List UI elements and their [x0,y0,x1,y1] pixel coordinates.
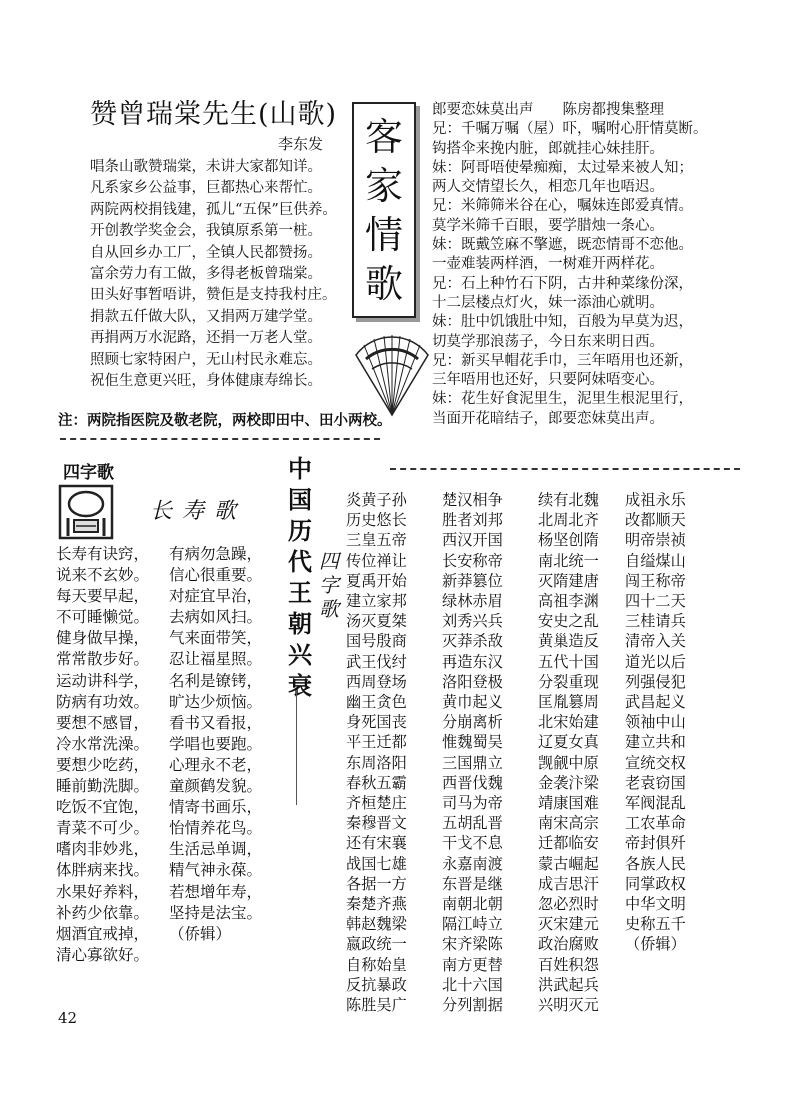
dynasty-line: 安史之乱 [538,612,599,631]
dialogue-line: 郎要恋妹莫出声 陈房都搜集整理 [432,102,664,118]
longevity-line: 旷达少烦恼。 [169,692,263,711]
dynasty-line: 迁都临安 [538,834,599,853]
banner-char: 家 [364,163,403,208]
dynasty-line: 史称五千 [625,915,686,934]
dynasty-line: 南北统一 [538,551,599,570]
dynasty-line: 灭隋建唐 [538,571,599,590]
longevity-line: 名利是镣铐， [169,671,263,690]
longevity-line: 去病如风扫。 [169,608,263,627]
dynasty-line: 黄巢造反 [538,632,599,651]
dynasty-line: 觊觎中原 [538,753,599,772]
vertical-rule [296,690,297,805]
song1-author: 李东发 [278,135,324,153]
dynasty-line: 长安称帝 [442,551,503,570]
dynasty-line: 南朝北朝 [442,895,503,914]
longevity-song-col1 [56,544,149,966]
longevity-song-title: 长寿歌 [150,499,247,524]
dialogue-line: 钩搭伞来挽内脏，郎就挂心妹挂肝。 [432,140,664,157]
longevity-line: 长寿有诀窍， [56,545,150,563]
dynasty-line: 韩赵魏梁 [346,915,407,934]
longevity-line: 坚持是法宝。 [169,903,263,922]
dynasty-line: 南宋高宗 [538,814,599,833]
dynasty-line: 楚汉相争 [442,491,503,509]
longevity-line: 心理永不老， [169,755,263,774]
dynasty-line: 三皇五帝 [346,531,407,550]
longevity-line: 生活忌单调， [169,840,263,859]
dynasty-subtitle-char: 字 [319,573,339,597]
longevity-line: 清心寡欲好。 [56,945,150,964]
dynasty-line: 秦穆晋文 [346,814,407,833]
dynasty-line: 老袁窃国 [625,773,686,792]
dynasty-line: 灭宋建元 [538,915,599,934]
dynasty-line: 嬴政统一 [346,935,407,954]
dynasty-line: 传位禅让 [346,551,407,570]
longevity-line: 补药少依靠。 [56,903,150,922]
dialogue-line: 兄：新买早帽花手巾，三年唔用也还新， [432,352,693,369]
dynasty-title-char: 兴 [288,641,312,669]
dynasty-line: 五代十国 [538,652,599,671]
dynasty-line: 隔江峙立 [442,915,503,934]
dynasty-line: 建立共和 [625,733,686,752]
dynasty-line: 同掌政权 [625,874,686,893]
dynasty-line: 刘秀兴兵 [442,612,503,631]
song1-note: 注：两院指医院及敬老院，两校即田中、田小两校。 [58,412,392,429]
dynasty-line: 辽夏女真 [538,733,599,752]
song1-line: 捐款五仟做大队，又捐两万建学堂。 [90,308,322,325]
dynasty-line: 三桂请兵 [625,612,686,631]
longevity-line: 对症宜早治， [169,587,263,606]
dynasty-line: 反抗暴政 [346,975,407,994]
dynasty-line: 建立家邦 [346,592,407,611]
song1-line: 开创教学奖金会，我镇原系第一桩。 [90,223,322,240]
dynasty-line: 靖康国难 [538,794,599,813]
dynasty-line: 自缢煤山 [625,551,686,570]
dynasty-subtitle-char: 歌 [319,597,339,621]
dynasty-line: 金袭汴梁 [538,773,599,792]
fan-icon [352,325,432,421]
longevity-line: 若想增年寿， [169,882,263,901]
dynasty-line: 领袖中山 [625,713,686,732]
dialogue-song [432,101,708,429]
dynasty-line: 灭莽杀敌 [442,632,503,651]
dialogue-line: 兄：米筛筛米谷在心，嘱妹连郎爱真情。 [432,198,693,215]
dynasty-line: 身死国丧 [346,713,407,732]
dynasty-line: 洪武起兵 [538,975,599,994]
song1-line: 凡系家乡公益事，巨都热心来帮忙。 [90,180,322,197]
longevity-line: 学唱也要跑。 [169,734,263,753]
dynasty-title-char: 代 [288,548,312,576]
banner-char: 歌 [364,261,403,306]
dynasty-line: 分列割据 [442,996,503,1015]
longevity-line: 嗜肉非妙兆， [56,840,150,859]
song1-line: 两院两校捐钱建，孤儿“五保”巨供养。 [90,201,337,218]
longevity-line: 精气神永葆。 [169,861,263,880]
song1-line: 再捐两万水泥路，还捐一万老人堂。 [90,330,322,347]
dynasty-line: 中华文明 [625,895,686,914]
dynasty-line: 宣统交权 [625,753,686,772]
dynasty-line: 再造东汉 [442,652,503,671]
song1-lines [90,157,337,392]
dynasty-line: 北十六国 [442,975,503,994]
dynasty-line: 永嘉南渡 [442,854,503,873]
dynasty-line: 蒙古崛起 [538,854,599,873]
longevity-line: 童颜鹤发貌。 [169,777,263,796]
longevity-song-col2 [169,544,262,945]
dynasty-line: 秦楚齐燕 [346,895,407,914]
dynasty-line: 匡胤篡周 [538,693,599,712]
dynasty-song-subtitle [316,549,342,621]
longevity-line: 看书又看报， [169,713,263,732]
four-char-song-tag: 四字歌 [63,463,114,483]
longevity-line: 怡情养花鸟。 [169,819,263,838]
dynasty-line: 清帝入关 [625,632,686,651]
longevity-line: 不可睡懒觉。 [56,608,150,627]
dynasty-line: 国号殷商 [346,632,407,651]
song1-line: 自从回乡办工厂，全镇人民都赞扬。 [90,244,322,261]
dynasty-line: 西汉开国 [442,531,503,550]
dynasty-line: 分崩离析 [442,713,503,732]
dialogue-line: 十二层楼点灯火，妹一添油心就明。 [432,294,664,311]
banner-char: 情 [364,212,403,257]
dynasty-line: 自称始皇 [346,955,407,974]
dynasty-line: 春秋五霸 [346,773,407,792]
dynasty-line: 西周登场 [346,672,407,691]
longevity-line: 吃饭不宜饱， [56,798,150,817]
dynasty-line: 还有宋襄 [346,834,407,853]
page-number: 42 [58,1009,78,1027]
dynasty-line: 历史悠长 [346,511,407,530]
longevity-line: 体胖病来找。 [56,861,150,880]
song1-line: 照顾七家特困户，无山村民永难忘。 [90,351,322,368]
dialogue-line: 兄：石上种竹石下阴，古井种菜缘份深， [432,275,693,292]
dynasty-line: 北周北齐 [538,511,599,530]
dialogue-line: 一壶难装两样酒，一树难开两样花。 [432,256,664,273]
longevity-line: 情寄书画乐， [169,798,263,817]
longevity-line: 要想不感冒， [56,713,150,732]
dynasty-line: （侨辑） [625,935,686,954]
hakka-love-songs-banner [352,102,416,318]
dynasty-line: 北宋始建 [538,713,599,732]
dashed-divider-right [390,468,740,470]
dynasty-line: 东周洛阳 [346,753,407,772]
longevity-line: 运动讲科学， [56,671,150,690]
dynasty-line: 兴明灭元 [538,996,599,1015]
song1-line: 富余劳力有工做，多得老板曾瑞棠。 [90,266,322,283]
longevity-line: 忍让福星照。 [169,650,263,669]
dynasty-col-1 [346,490,407,1015]
dynasty-line: 平王迁都 [346,733,407,752]
dialogue-line: 切莫学那浪荡子，今日东来明日西。 [432,333,664,350]
longevity-line: 有病勿急躁， [169,545,263,563]
dynasty-line: 汤灭夏桀 [346,612,407,631]
dynasty-line: 武昌起义 [625,693,686,712]
dynasty-line: 忽必烈时 [538,895,599,914]
dialogue-line: 当面开花暗结子，郎要恋妹莫出声。 [432,410,664,427]
longevity-line: 青菜不可少。 [56,819,150,838]
song1-line: 唱条山歌赞瑞棠，未讲大家都知详。 [90,159,322,175]
dynasty-line: 改都顺天 [625,511,686,530]
dynasty-line: 成吉思汗 [538,874,599,893]
song1-line: 田头好事暂唔讲，赞佢是支持我村庄。 [90,287,337,304]
dialogue-line: 妹：肚中饥饿肚中知，百般为早莫为迟， [432,314,693,331]
dynasty-line: 各族人民 [625,854,686,873]
dynasty-line: 三国鼎立 [442,753,503,772]
dialogue-line: 妹：花生好食泥里生，泥里生根泥里行， [432,391,693,408]
dynasty-line: 东晋是继 [442,874,503,893]
dynasty-title-char: 衰 [288,672,312,700]
song1-line: 祝佢生意更兴旺，身体健康寿绵长。 [90,373,322,390]
dynasty-line: 洛阳登极 [442,672,503,691]
old-man-icon [58,484,114,540]
dynasty-title-char: 国 [288,486,312,514]
song1-title: 赞曾瑞棠先生(山歌) [90,99,338,130]
dialogue-line: 两人交情望长久，相恋几年也唔迟。 [432,179,664,196]
dynasty-line: 续有北魏 [538,491,599,509]
dynasty-line: 武王伐纣 [346,652,407,671]
longevity-line: 冷水常洗澡。 [56,734,150,753]
banner-char: 客 [364,114,403,159]
dynasty-line: 绿林赤眉 [442,592,503,611]
dialogue-line: 妹：阿哥唔使晕痴痴，太过晕来被人知； [432,159,693,176]
dynasty-line: 百姓积怨 [538,955,599,974]
longevity-line: 防病有功效。 [56,692,150,711]
dynasty-line: 幽王贪色 [346,693,407,712]
dynasty-line: 齐桓楚庄 [346,794,407,813]
dynasty-line: 分裂重现 [538,672,599,691]
dynasty-line: 军阀混乱 [625,794,686,813]
dynasty-line: 干戈不息 [442,834,503,853]
dynasty-song-title [286,454,314,702]
dynasty-title-char: 中 [288,455,312,483]
dialogue-line: 三年唔用也还好，只要阿妹唔变心。 [432,372,664,389]
longevity-line: 气来面带笑， [169,629,263,648]
dynasty-col-3 [538,490,599,1015]
dynasty-line: 道光以后 [625,652,686,671]
longevity-line: （侨辑） [169,924,232,943]
longevity-line: 睡前勤洗脚。 [56,777,150,796]
dynasty-line: 政治腐败 [538,935,599,954]
dialogue-line: 莫学米筛千百眼，要学腊烛一条心。 [432,217,664,234]
longevity-line: 说来不玄妙。 [56,566,150,585]
dynasty-line: 夏禹开始 [346,571,407,590]
longevity-line: 要想少吃药， [56,755,150,774]
dynasty-subtitle-char: 四 [319,549,339,573]
longevity-line: 每天要早起， [56,587,150,606]
longevity-line: 信心很重要。 [169,566,263,585]
dynasty-line: 惟魏蜀吴 [442,733,503,752]
dynasty-title-char: 朝 [288,610,312,638]
dynasty-line: 四十二天 [625,592,686,611]
dynasty-line: 杨坚创隋 [538,531,599,550]
dynasty-line: 高祖李渊 [538,592,599,611]
dynasty-line: 闯王称帝 [625,571,686,590]
dynasty-col-2 [442,490,503,1015]
dynasty-line: 陈胜吴广 [346,996,407,1015]
longevity-line: 烟酒宜戒掉， [56,924,150,943]
dynasty-line: 明帝崇祯 [625,531,686,550]
dynasty-title-char: 历 [288,517,312,545]
dynasty-line: 五胡乱晋 [442,814,503,833]
dynasty-line: 西晋伐魏 [442,773,503,792]
dialogue-line: 妹：既戴笠麻不擎遮，既恋情哥不恋他。 [432,237,693,254]
dynasty-line: 宋齐梁陈 [442,935,503,954]
longevity-line: 常常散步好。 [56,650,150,669]
dashed-divider-left [60,438,380,440]
dynasty-line: 司马为帝 [442,794,503,813]
dynasty-line: 帝封俱歼 [625,834,686,853]
dialogue-line: 兄：千嘱万嘱（屋）吓，嘱咐心肝情莫断。 [432,121,708,138]
dynasty-line: 列强侵犯 [625,672,686,691]
dynasty-line: 新莽篡位 [442,571,503,590]
dynasty-title-char: 王 [288,579,312,607]
dynasty-line: 黄巾起义 [442,693,503,712]
dynasty-line: 南方更替 [442,955,503,974]
longevity-line: 健身做早操， [56,629,150,648]
dynasty-line: 战国七雄 [346,854,407,873]
longevity-line: 水果好养料， [56,882,150,901]
dynasty-line: 胜者刘邦 [442,511,503,530]
dynasty-line: 成祖永乐 [625,491,686,509]
dynasty-line: 炎黄子孙 [346,491,407,509]
dynasty-col-4 [625,490,686,955]
dynasty-line: 各据一方 [346,874,407,893]
dynasty-line: 工农革命 [625,814,686,833]
